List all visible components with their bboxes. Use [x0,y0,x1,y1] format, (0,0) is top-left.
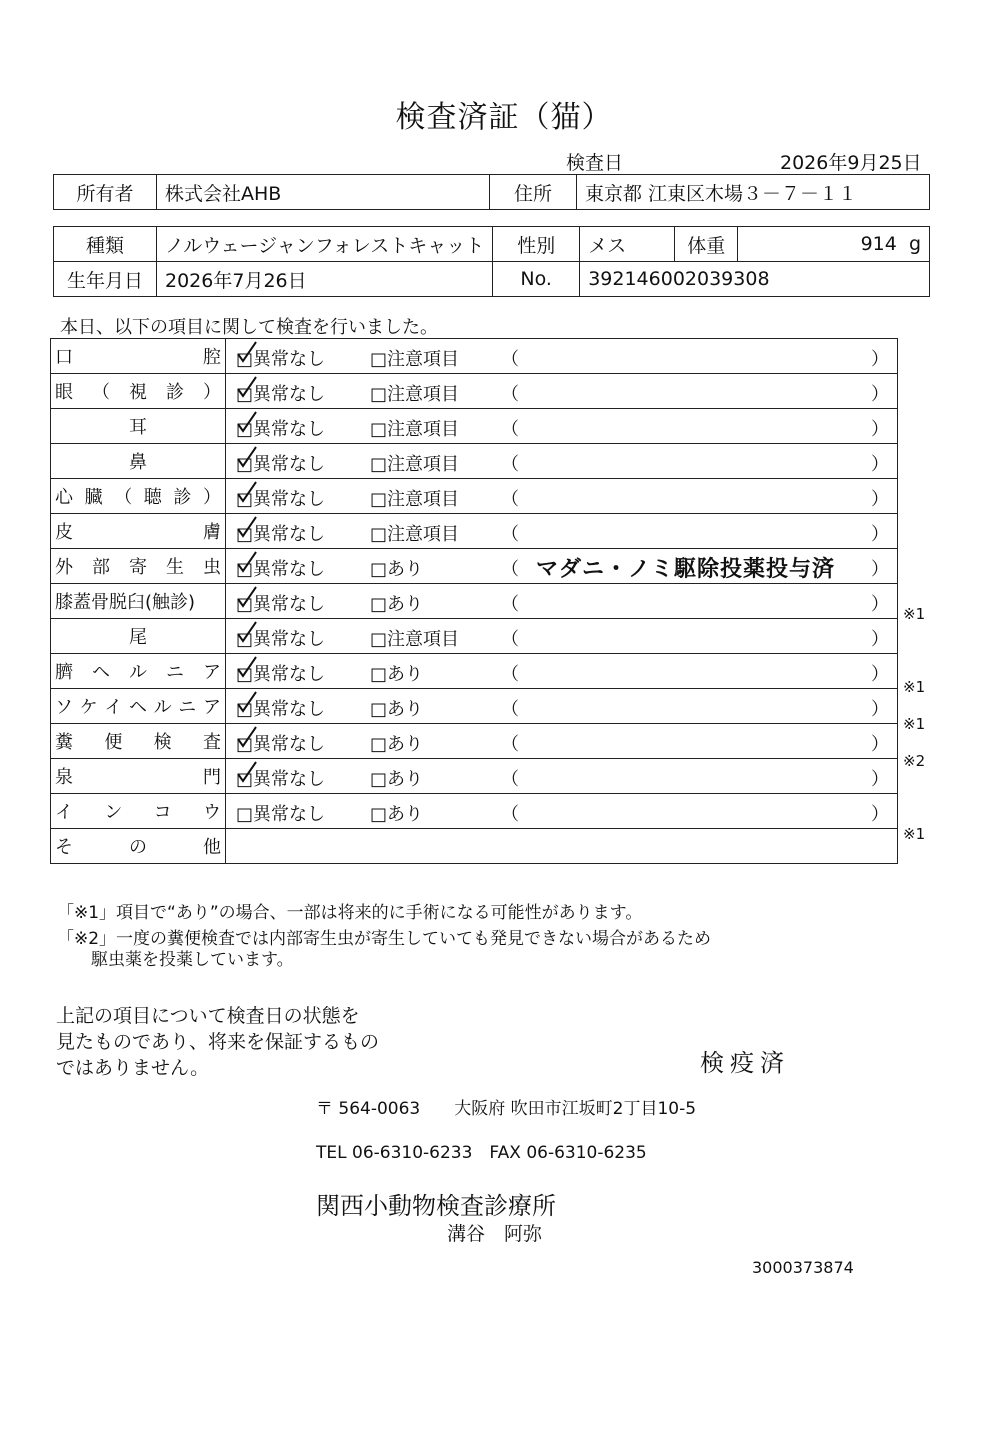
table-row [51,374,898,409]
paren-open: （ [501,419,519,440]
item-name [51,619,226,654]
paren-open: （ [501,524,519,545]
paren-close: ） [871,804,889,825]
normal-checkbox [236,380,325,406]
item-name-text: 皮 膚 [55,522,221,543]
item-name [51,374,226,409]
normal-checkbox [236,590,325,616]
normal-checkbox [236,555,325,581]
attention-option-label: □注意項目 [370,349,460,370]
item-name [51,759,226,794]
normal-checkbox [236,730,325,756]
side-mark: ※2 [903,751,926,770]
item-name [51,444,226,479]
birth-label: 生年月日 [54,262,157,297]
normal-checkbox [236,800,325,826]
weight-label: 体重 [675,227,738,262]
page-title: 検査済証（猫） [395,100,613,135]
table-row [51,724,898,759]
paren-close: ） [871,769,889,790]
item-options [226,339,898,374]
table-row [51,584,898,619]
table-row [51,759,898,794]
normal-option-label: □異常なし [236,419,326,440]
table-row [51,444,898,479]
item-name [51,549,226,584]
normal-checkbox [236,485,325,511]
item-options [226,654,898,689]
normal-option-label: □異常なし [236,699,326,720]
item-name [51,584,226,619]
item-name [51,514,226,549]
disclaimer-line: 上記の項目について検査日の状態を [56,1005,360,1027]
animal-table [53,226,930,297]
item-name-text: 尾 [129,627,147,648]
item-name [51,829,226,864]
item-name [51,479,226,514]
item-name-text: 鼻 [129,452,147,473]
table-row [51,549,898,584]
paren-open: （ [501,699,519,720]
item-name-text: 眼 （ 視 診 ） [55,382,221,403]
attention-option-label: □あり [370,664,424,685]
owner-value: 株式会社AHB [157,175,490,210]
item-options [226,794,898,829]
normal-option-label: □異常なし [236,349,326,370]
quarantine-stamp: 検疫済 [700,1049,790,1077]
attention-option-label: □注意項目 [370,454,460,475]
paren-open: （ [501,384,519,405]
attention-option-label: □あり [370,699,424,720]
paren-open: （ [501,664,519,685]
disclaimer-line: ではありません。 [56,1057,210,1079]
side-mark: ※1 [903,715,926,733]
normal-option-label: □異常なし [236,804,326,825]
attention-option-label: □注意項目 [370,489,460,510]
paren-close: ） [871,349,889,370]
sex-label: 性別 [493,227,580,262]
item-name-text: 耳 [129,417,147,438]
item-options [226,759,898,794]
normal-checkbox [236,345,325,371]
table-row [51,409,898,444]
attention-option-label: □あり [370,769,424,790]
item-name-text: 臍 ヘ ル ニ ア [55,662,221,683]
item-name-text: イ ン コ ウ [55,802,221,823]
paren-close: ） [871,489,889,510]
side-mark: ※1 [903,604,926,623]
item-name-text: 膝蓋骨脱臼(触診) [55,592,196,613]
item-name-text: 糞 便 検 査 [55,732,221,753]
sex-value: メス [580,227,675,262]
owner-table [53,174,930,210]
item-name-text: 心 臓 （ 聴 診 ） [55,487,221,508]
normal-option-label: □異常なし [236,489,326,510]
attention-option-label: □あり [370,559,424,580]
normal-checkbox [236,625,325,651]
attention-option-label: □あり [370,804,424,825]
postal-address: 〒 564-0063 大阪府 吹田市江坂町2丁目10-5 [316,1099,697,1119]
attention-option-label: □注意項目 [370,629,460,650]
side-mark: ※1 [903,678,926,697]
address-label: 住所 [490,175,577,210]
footnote-3: 駆虫薬を投薬しています。 [57,950,294,970]
item-name [51,339,226,374]
normal-option-label: □異常なし [236,384,326,405]
item-name [51,794,226,829]
item-options [226,479,898,514]
item-name [51,654,226,689]
paren-close: ） [871,384,889,405]
inspection-items-table [50,338,898,864]
table-row [51,829,898,864]
weight-number: 914 [860,233,897,255]
item-options [226,549,898,584]
paren-open: （ [501,489,519,510]
item-name-text: 外 部 寄 生 虫 [55,557,221,578]
inspection-date-value: 2026年9月25日 [780,152,922,174]
paren-close: ） [871,594,889,615]
paren-open: （ [501,804,519,825]
person-name: 溝谷 阿弥 [447,1223,543,1245]
paren-open: （ [501,349,519,370]
item-name [51,689,226,724]
table-row [51,689,898,724]
paren-open: （ [501,734,519,755]
paren-open: （ [501,559,519,580]
normal-checkbox [236,520,325,546]
normal-checkbox [236,660,325,686]
item-options [226,619,898,654]
footnote-2: 「※2」一度の糞便検査では内部寄生虫が寄生していても発見できない場合があるため [57,929,712,949]
paren-close: ） [871,629,889,650]
attention-option-label: □あり [370,734,424,755]
normal-option-label: □異常なし [236,454,326,475]
attention-option-label: □注意項目 [370,419,460,440]
number-label: No. [493,262,580,297]
item-options [226,444,898,479]
item-options [226,514,898,549]
inspection-date-label: 検査日 [566,152,624,174]
attention-option-label: □注意項目 [370,524,460,545]
disclaimer [56,1003,379,1081]
paren-close: ） [871,699,889,720]
paren-open: （ [501,769,519,790]
attention-option-label: □あり [370,594,424,615]
table-row [51,339,898,374]
item-options [226,724,898,759]
normal-option-label: □異常なし [236,559,326,580]
paren-open: （ [501,629,519,650]
table-row [51,619,898,654]
paren-close: ） [871,734,889,755]
document-code: 3000373874 [752,1258,854,1277]
item-options [226,584,898,619]
normal-option-label: □異常なし [236,524,326,545]
table-row [51,794,898,829]
paren-close: ） [871,454,889,475]
paren-open: （ [501,594,519,615]
item-name [51,724,226,759]
paren-close: ） [871,664,889,685]
item-name-text: 泉 門 [55,767,221,788]
normal-checkbox [236,450,325,476]
weight-value [738,227,930,262]
item-name-text: 口 腔 [55,347,221,368]
attention-option-label: □注意項目 [370,384,460,405]
table-row [51,479,898,514]
intro-text: 本日、以下の項目に関して検査を行いました。 [60,317,438,338]
table-row [51,514,898,549]
normal-option-label: □異常なし [236,664,326,685]
item-name-text: そ の 他 [55,837,221,858]
paren-open: （ [501,454,519,475]
birth-value: 2026年7月26日 [157,262,493,297]
footnote-1: 「※1」項目で“あり”の場合、一部は将来的に手術になる可能性があります。 [57,903,643,923]
item-options [226,374,898,409]
breed-label: 種類 [54,227,157,262]
side-mark: ※1 [903,825,926,844]
normal-checkbox [236,415,325,441]
table-row [51,654,898,689]
normal-option-label: □異常なし [236,734,326,755]
item-name [51,409,226,444]
normal-option-label: □異常なし [236,629,326,650]
number-value: 392146002039308 [580,262,930,297]
item-note: マダニ・ノミ駆除投薬投与済 [536,557,836,582]
breed-value: ノルウェージャンフォレストキャット [157,227,493,262]
disclaimer-line: 見たものであり、将来を保証するもの [56,1031,380,1053]
paren-close: ） [871,559,889,580]
item-options [226,409,898,444]
normal-checkbox [236,765,325,791]
paren-close: ） [871,524,889,545]
normal-option-label: □異常なし [236,769,326,790]
item-options [226,689,898,724]
owner-label: 所有者 [54,175,157,210]
tel-fax: TEL 06-6310-6233 FAX 06-6310-6235 [316,1143,647,1163]
address-value: 東京都 江東区木場３－７－１１ [577,175,930,210]
normal-option-label: □異常なし [236,594,326,615]
item-name-text: ソ ケ イ ヘ ル ニ ア [55,697,221,718]
item-options [226,829,898,864]
organization-name: 関西小動物検査診療所 [316,1192,556,1220]
weight-unit: g [908,233,921,255]
normal-checkbox [236,695,325,721]
paren-close: ） [871,419,889,440]
